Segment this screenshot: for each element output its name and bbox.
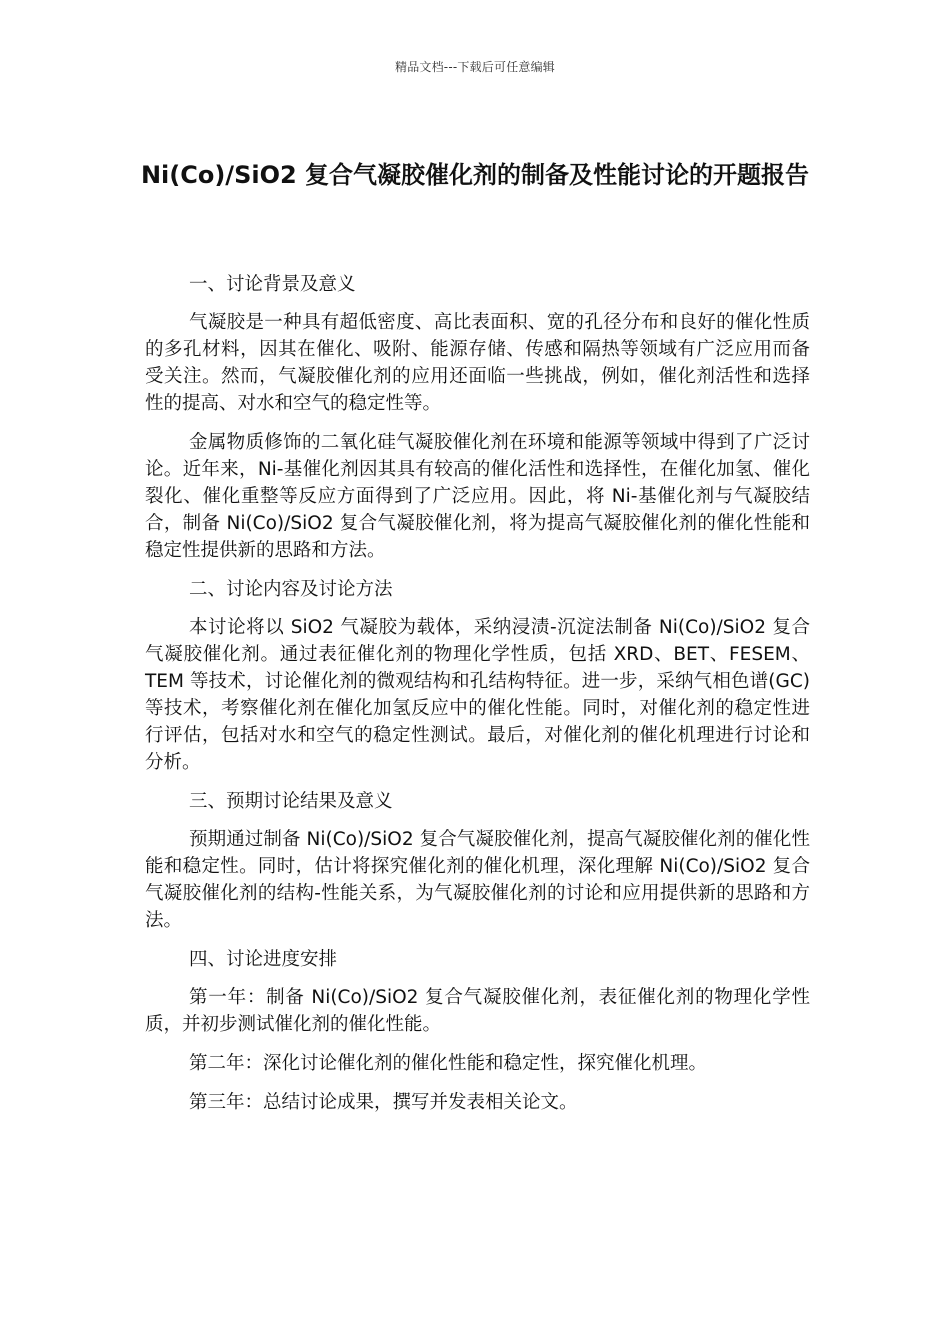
schedule-item: 第一年：制备 Ni(Co)/SiO2 复合气凝胶催化剂，表征催化剂的物理化学性质，并初步测试催化剂的催化性能。 [145,987,810,1035]
schedule-item: 第三年：总结讨论成果，撰写并发表相关论文。 [189,1092,578,1113]
body-paragraph: 本讨论将以 SiO2 气凝胶为载体，采纳浸渍-沉淀法制备 Ni(Co)/SiO2 复合气凝胶催化剂。通过表征催化剂的物理化学性质，包括 XRD、BET、FESEM、TEM 等技术，讨论催化剂的微观结构和孔结构特征。进一步，采纳气相色谱(GC)等技术，考察催化剂在催化加氢反应中的催化性能。同时，对催化剂的稳定性进行评估，包括对水和空气的稳定性测试。最后，对催化剂的催化机理进行讨论和分析。 [145,617,810,773]
schedule-item: 第二年：深化讨论催化剂的催化性能和稳定性，探究催化机理。 [189,1053,708,1074]
document-title: Ni(Co)/SiO2 复合气凝胶催化剂的制备及性能讨论的开题报告 [140,161,810,190]
section-heading: 三、预期讨论结果及意义 [189,791,393,812]
body-paragraph: 金属物质修饰的二氧化硅气凝胶催化剂在环境和能源等领域中得到了广泛讨论。近年来，Ni-基催化剂因其具有较高的催化活性和选择性，在催化加氢、催化裂化、催化重整等反应方面得到了广泛应用。因此，将 Ni-基催化剂与气凝胶结合，制备 Ni(Co)/SiO2 复合气凝胶催化剂，将为提高气凝胶催化剂的催化性能和稳定性提供新的思路和方法。 [145,432,810,561]
section-heading: 一、讨论背景及意义 [189,274,356,295]
body-paragraph: 预期通过制备 Ni(Co)/SiO2 复合气凝胶催化剂，提高气凝胶催化剂的催化性能和稳定性。同时，估计将探究催化剂的催化机理，深化理解 Ni(Co)/SiO2 复合气凝胶催化剂的结构-性能关系，为气凝胶催化剂的讨论和应用提供新的思路和方法。 [145,829,810,931]
section-heading: 二、讨论内容及讨论方法 [189,579,393,600]
page-header-note: 精品文档---下载后可任意编辑 [395,60,555,74]
section-heading: 四、讨论进度安排 [189,949,338,970]
document-body [145,271,810,1128]
body-paragraph: 气凝胶是一种具有超低密度、高比表面积、宽的孔径分布和良好的催化性质的多孔材料，因其在催化、吸附、能源存储、传感和隔热等领域有广泛应用而备受关注。然而，气凝胶催化剂的应用还面临一些挑战，例如，催化剂活性和选择性的提高、对水和空气的稳定性等。 [145,312,810,414]
